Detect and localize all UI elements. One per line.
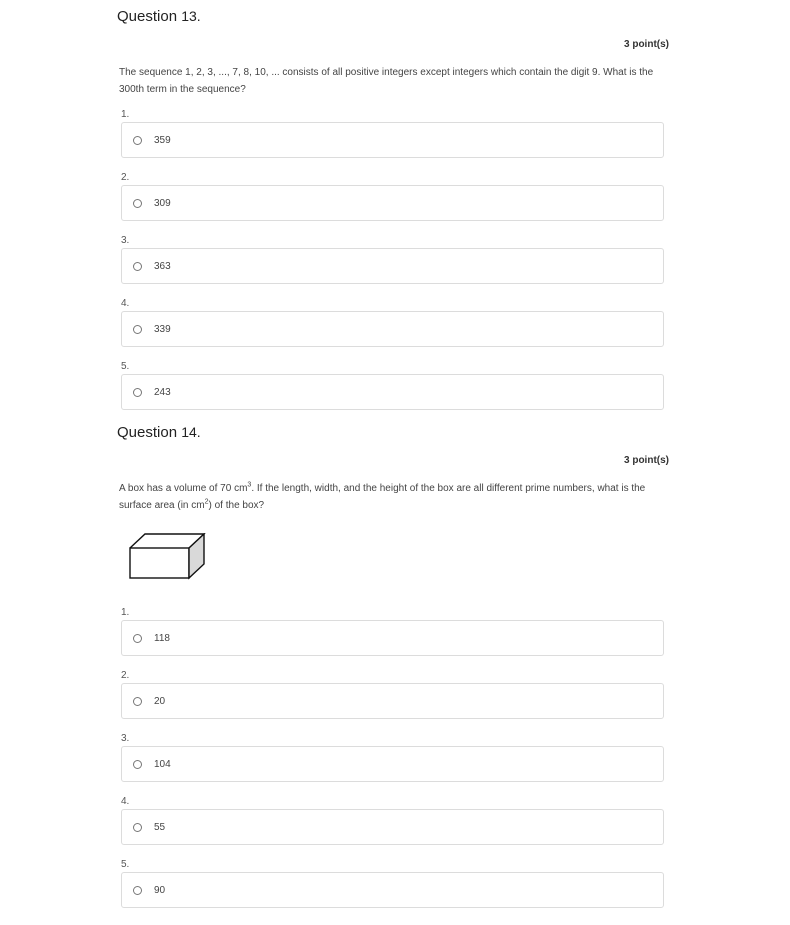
option-1 — [117, 606, 677, 656]
option-number: 3. — [121, 235, 130, 246]
points-label: 3 point(s) — [624, 39, 669, 50]
answer-option[interactable] — [121, 122, 664, 158]
question-text-part: ) of the box? — [208, 500, 265, 511]
option-number: 5. — [121, 859, 130, 870]
question-13 — [117, 6, 677, 423]
question-text — [117, 480, 667, 514]
option-value: 363 — [154, 260, 171, 272]
option-number: 1. — [121, 109, 130, 120]
answer-option[interactable] — [121, 620, 664, 656]
answer-option[interactable] — [121, 872, 664, 908]
option-5 — [117, 858, 677, 908]
option-2 — [117, 171, 677, 221]
option-value: 359 — [154, 134, 171, 146]
question-title-prefix: Question — [117, 8, 182, 25]
question-title-prefix: Question — [117, 424, 182, 441]
option-value: 118 — [154, 632, 170, 644]
radio-button-icon[interactable] — [133, 634, 142, 643]
answer-options — [117, 606, 677, 908]
answer-option[interactable] — [121, 374, 664, 410]
question-title — [117, 6, 677, 26]
option-number: 2. — [121, 670, 130, 681]
superscript: 2 — [204, 498, 209, 506]
radio-button-icon[interactable] — [133, 262, 142, 271]
radio-button-icon[interactable] — [133, 886, 142, 895]
option-value: 90 — [154, 884, 166, 896]
option-4 — [117, 795, 677, 845]
radio-button-icon[interactable] — [133, 697, 142, 706]
option-2 — [117, 669, 677, 719]
superscript: 3 — [247, 481, 252, 489]
option-3 — [117, 234, 677, 284]
question-text-part: . If the length, width, and the height of the box are all different prime numbers, what is the surface area (in cm — [119, 483, 646, 511]
radio-button-icon[interactable] — [133, 136, 142, 145]
radio-button-icon[interactable] — [133, 325, 142, 334]
question-title — [117, 422, 677, 442]
option-3 — [117, 732, 677, 782]
option-value: 309 — [154, 197, 171, 209]
box-drawing-icon — [127, 533, 207, 585]
answer-options — [117, 108, 677, 410]
option-value: 339 — [154, 323, 171, 335]
option-number: 4. — [121, 298, 130, 309]
answer-option[interactable] — [121, 248, 664, 284]
radio-button-icon[interactable] — [133, 760, 142, 769]
option-value: 20 — [154, 695, 166, 707]
option-number: 5. — [121, 361, 130, 372]
option-number: 1. — [121, 607, 130, 618]
option-value: 55 — [154, 821, 166, 833]
question-number: 13. — [181, 8, 201, 24]
option-4 — [117, 297, 677, 347]
radio-button-icon[interactable] — [133, 823, 142, 832]
option-5 — [117, 360, 677, 410]
option-1 — [117, 108, 677, 158]
option-number: 2. — [121, 172, 130, 183]
answer-option[interactable] — [121, 311, 664, 347]
question-14 — [117, 422, 677, 921]
answer-option[interactable] — [121, 683, 664, 719]
option-number: 3. — [121, 733, 130, 744]
question-text-part: A box has a volume of 70 cm — [119, 483, 248, 494]
answer-option[interactable] — [121, 185, 664, 221]
question-text: The sequence 1, 2, 3, ..., 7, 8, 10, ... consists of all positive integers except integers which contain the digit 9. What is the 300th term in the sequence? — [119, 67, 654, 95]
question-number: 14. — [181, 424, 201, 440]
radio-button-icon[interactable] — [133, 388, 142, 397]
box-figure — [127, 533, 207, 585]
points-label: 3 point(s) — [624, 455, 669, 466]
answer-option[interactable] — [121, 809, 664, 845]
option-value: 243 — [154, 386, 171, 398]
answer-option[interactable] — [121, 746, 664, 782]
option-value: 104 — [154, 758, 171, 770]
option-number: 4. — [121, 796, 130, 807]
radio-button-icon[interactable] — [133, 199, 142, 208]
